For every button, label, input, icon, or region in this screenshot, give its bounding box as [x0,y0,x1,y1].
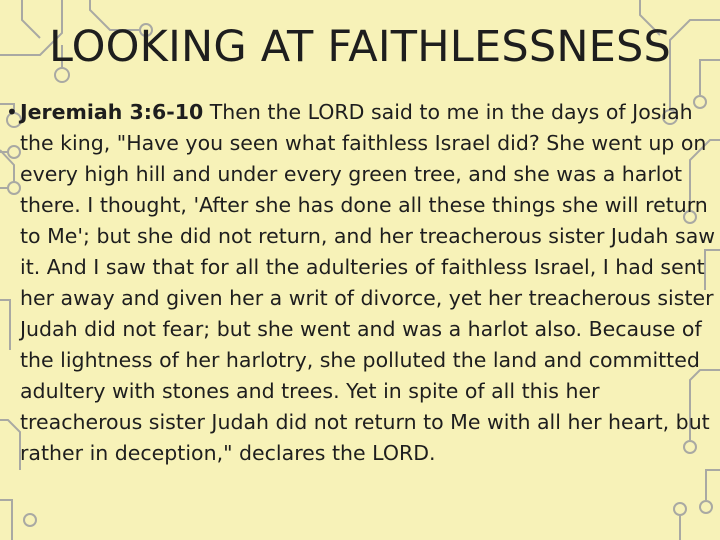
scripture-passage: Then the LORD said to me in the days of Josiah the king, "Have you seen what faithless Israel did? She went up on every high hill and under every green tree, and she was a harlot there. I thought, 'After she has done all these things she will return to Me'; but she did not return, and her treacherous sister Judah saw it. And I saw that for all the adulteries of faithless Israel, I had sent her away and given her a writ of divorce, yet her treacherous sister Judah did not fear; but she went and was a harlot also. Because of the lightness of her harlotry, she polluted the land and committed adultery with stones and trees. Yet in spite of all this her treacherous sister Judah did not return to Me with all her heart, but rather in deception," declares the LORD. [20,100,716,465]
scripture-reference: Jeremiah 3:6-10 [20,100,204,124]
slide-body [6,97,718,469]
bullet-item [6,97,718,469]
slide-title: LOOKING AT FAITHLESSNESS [48,22,672,72]
scripture-paragraph [20,97,718,469]
bullet-marker: • [6,100,18,124]
